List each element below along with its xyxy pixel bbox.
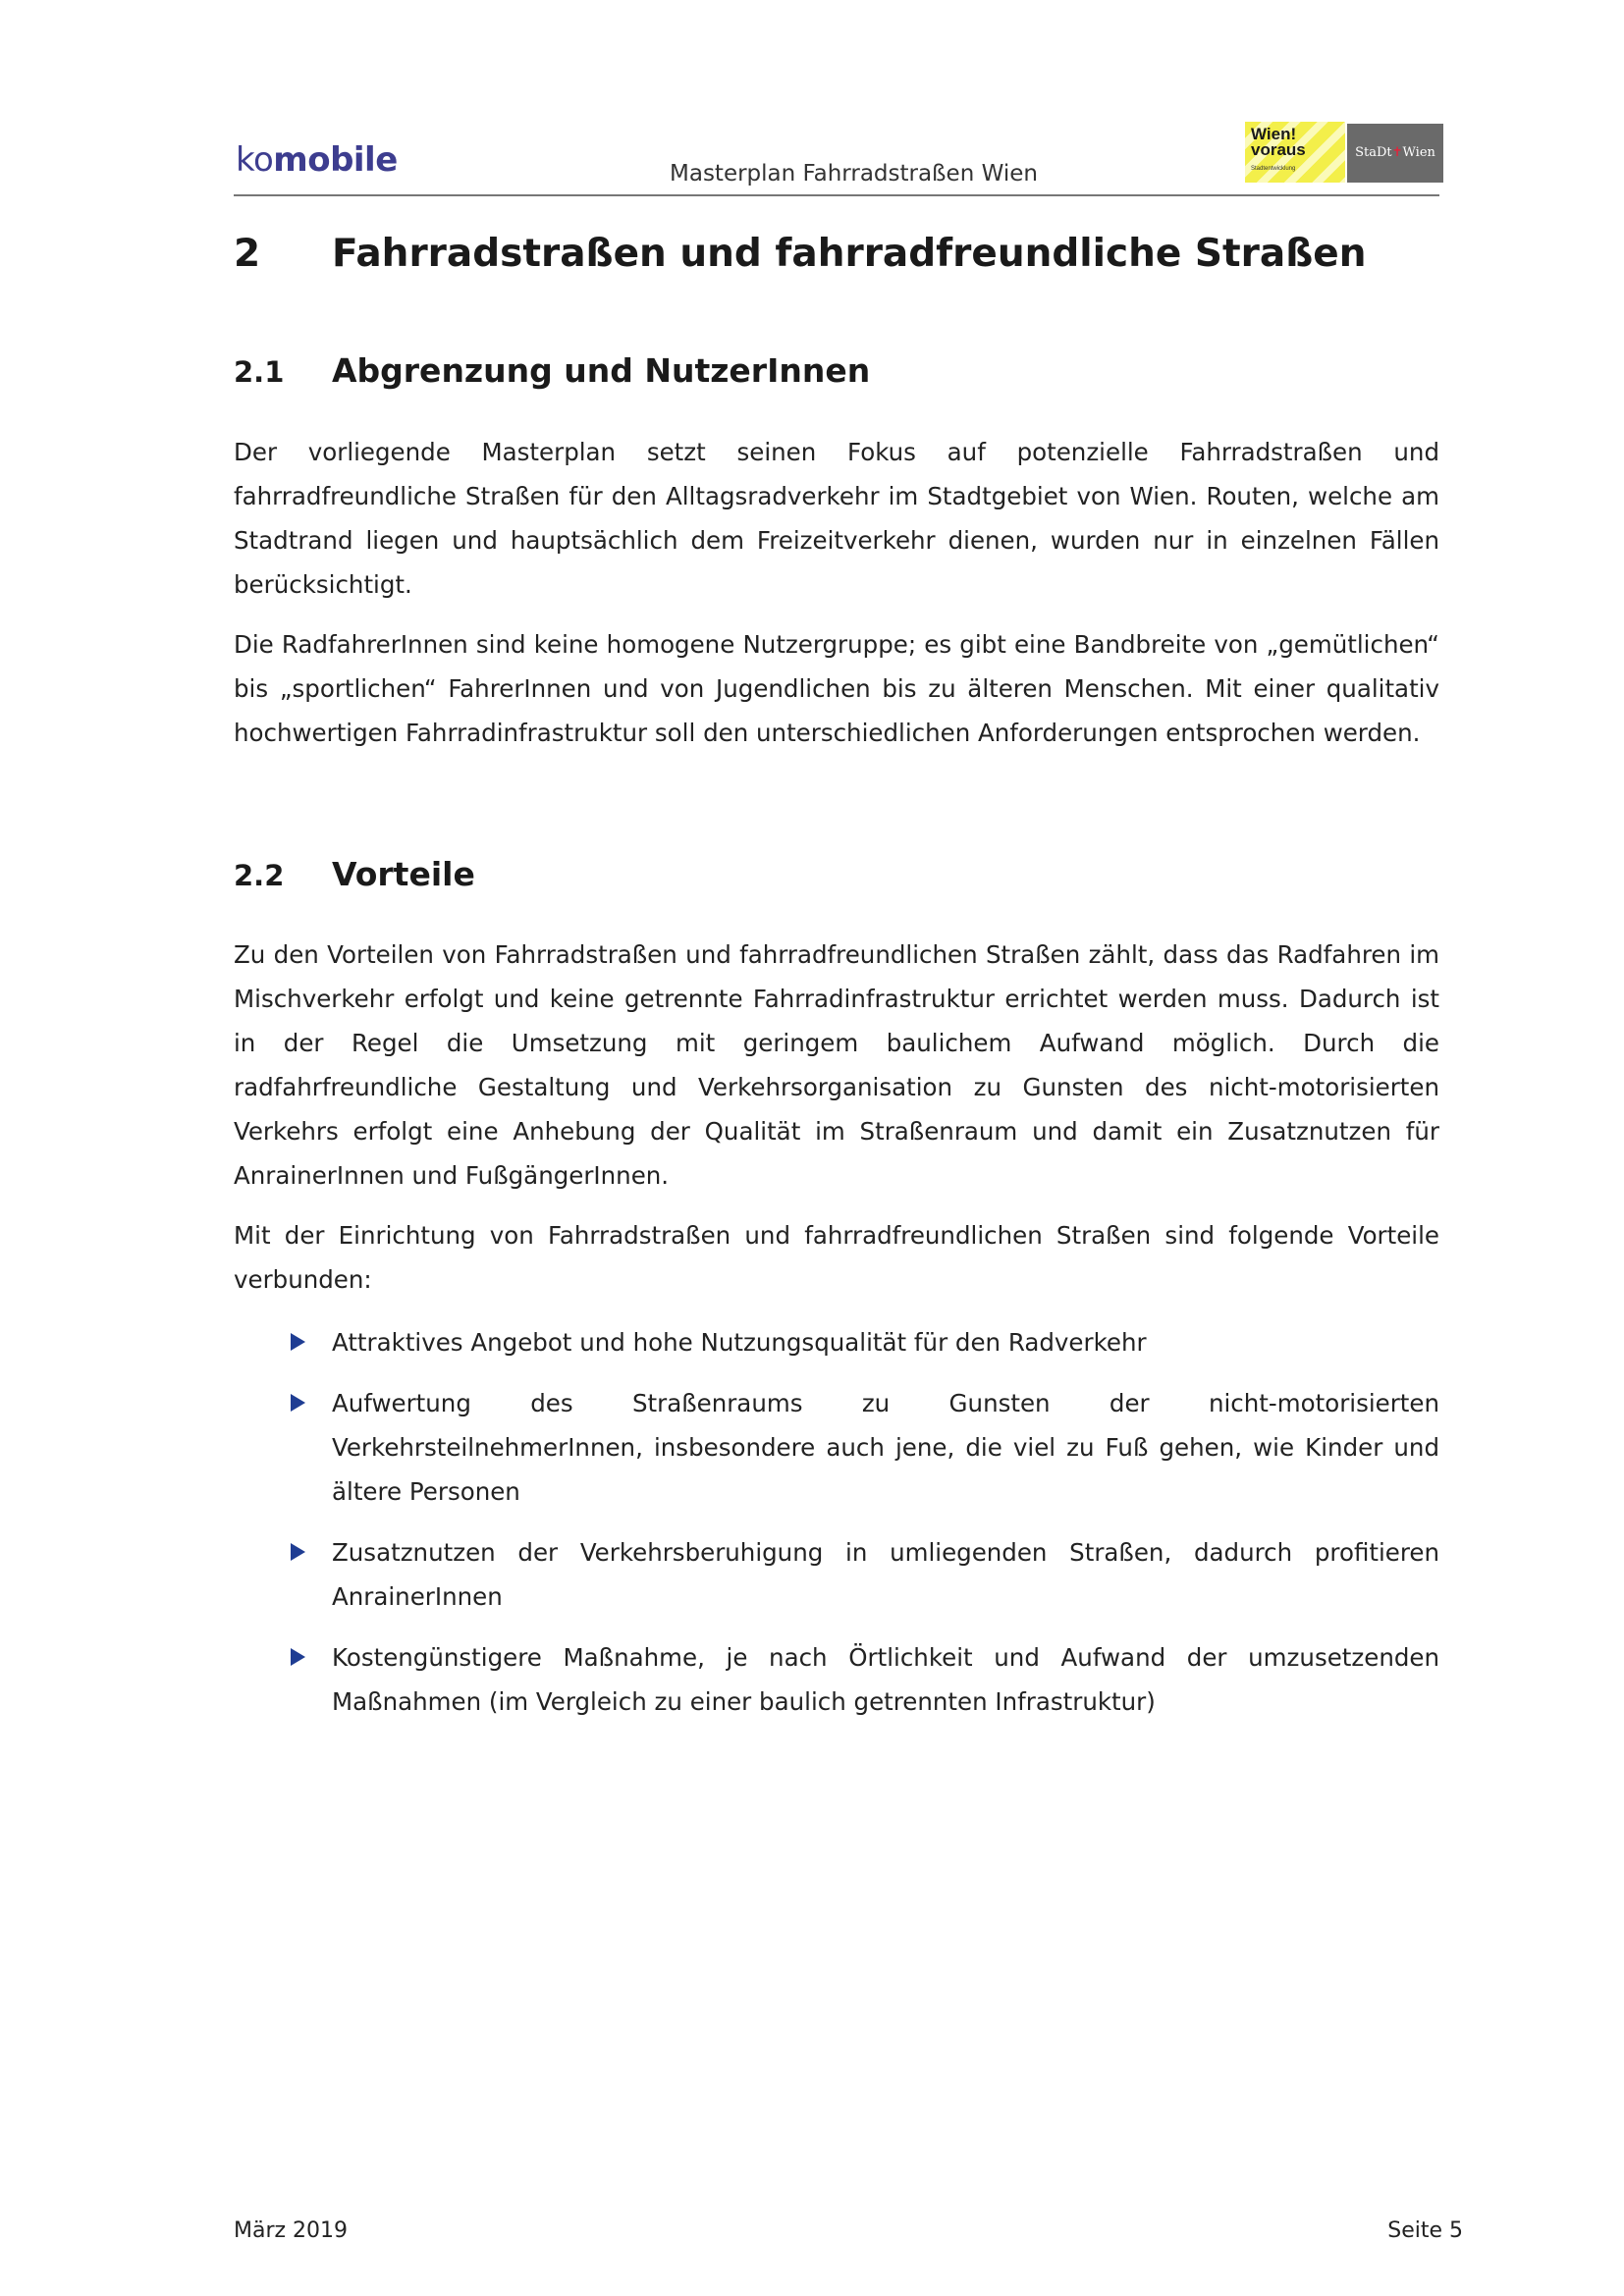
triangle-right-icon xyxy=(291,1543,305,1561)
triangle-right-icon xyxy=(291,1394,305,1412)
list-item xyxy=(290,1320,1439,1364)
list-item xyxy=(290,1381,1439,1514)
triangle-right-icon xyxy=(291,1648,305,1666)
list-item-text: Aufwertung des Straßenraums zu Gunsten der nicht-motorisierten VerkehrsteilnehmerInnen, insbesondere auch jene, die viel zu Fuß gehen, wie Kinder und ältere Personen xyxy=(332,1389,1439,1506)
section-number: 2.2 xyxy=(234,859,285,892)
section-number: 2 xyxy=(234,232,261,276)
section-heading-2 xyxy=(234,232,1366,276)
wien-voraus-line2: voraus xyxy=(1251,140,1306,159)
vorteile-list xyxy=(290,1320,1439,1740)
paragraph-vorteile-2: Mit der Einrichtung von Fahrradstraßen und fahrradfreundlichen Straßen sind folgende Vorteile verbunden: xyxy=(234,1221,1439,1294)
section-title: Fahrradstraßen und fahrradfreundliche Straßen xyxy=(332,232,1367,276)
list-item xyxy=(290,1635,1439,1724)
footer-date: März 2019 xyxy=(234,2218,349,2243)
list-item-text: Zusatznutzen der Verkehrsberuhigung in umliegenden Straßen, dadurch profitieren AnrainerInnen xyxy=(332,1538,1439,1611)
section-heading-2-2 xyxy=(234,855,475,893)
paragraph-abgrenzung-1: Der vorliegende Masterplan setzt seinen Fokus auf potenzielle Fahrradstraßen und fahrradfreundliche Straßen für den Alltagsradverkehr im Stadtgebiet von Wien. Routen, welche am Stadtrand liegen und hauptsächlich dem Freizeitverkehr dienen, wurden nur in einzelnen Fällen berücksichtigt. xyxy=(234,438,1439,599)
list-item-text: Kostengünstigere Maßnahme, je nach Örtlichkeit und Aufwand der umzusetzenden Maßnahmen (im Vergleich zu einer baulich getrennten Infrastruktur) xyxy=(332,1643,1439,1716)
stadt-wien-right-text: Wien xyxy=(1402,145,1435,160)
vienna-flag-icon: ✝ xyxy=(1391,145,1403,160)
logo-ko-text: ko xyxy=(236,140,274,180)
wien-voraus-line1: Wien! xyxy=(1251,125,1297,143)
wien-voraus-line3: Stadtentwicklung xyxy=(1251,166,1296,172)
triangle-right-icon xyxy=(291,1333,305,1351)
page-header xyxy=(234,118,1439,196)
wien-voraus-logo xyxy=(1245,122,1345,183)
section-number: 2.1 xyxy=(234,355,285,389)
section-title: Vorteile xyxy=(332,855,475,893)
logo-mobile-text: mobile xyxy=(273,140,398,180)
list-item-text: Attraktives Angebot und hohe Nutzungsqualität für den Radverkehr xyxy=(332,1328,1147,1357)
stadt-wien-logo xyxy=(1347,124,1443,183)
list-item xyxy=(290,1530,1439,1619)
section-title: Abgrenzung und NutzerInnen xyxy=(332,351,871,390)
stadt-wien-left-text: StaDt xyxy=(1355,145,1392,160)
paragraph-vorteile-1: Zu den Vorteilen von Fahrradstraßen und fahrradfreundlichen Straßen zählt, dass das Radfahren im Mischverkehr erfolgt und keine getrennte Fahrradinfrastruktur errichtet werden muss. Dadurch ist in der Regel die Umsetzung mit geringem baulichem Aufwand möglich. Durch die radfahrfreundliche Gestaltung und Verkehrsorganisation zu Gunsten des nicht-motorisierten Verkehrs erfolgt eine Anhebung der Qualität im Straßenraum und damit ein Zusatznutzen für AnrainerInnen und FußgängerInnen. xyxy=(234,940,1439,1190)
header-title: Masterplan Fahrradstraßen Wien xyxy=(670,161,1038,187)
komobile-logo xyxy=(236,140,398,180)
paragraph-abgrenzung-2: Die RadfahrerInnen sind keine homogene Nutzergruppe; es gibt eine Bandbreite von „gemütlichen“ bis „sportlichen“ FahrerInnen und von Jugendlichen bis zu älteren Menschen. Mit einer qualitativ hochwertigen Fahrradinfrastruktur soll den unterschiedlichen Anforderungen entsprochen werden. xyxy=(234,630,1439,747)
footer-page-number: Seite 5 xyxy=(1387,2218,1463,2243)
section-heading-2-1 xyxy=(234,351,870,390)
